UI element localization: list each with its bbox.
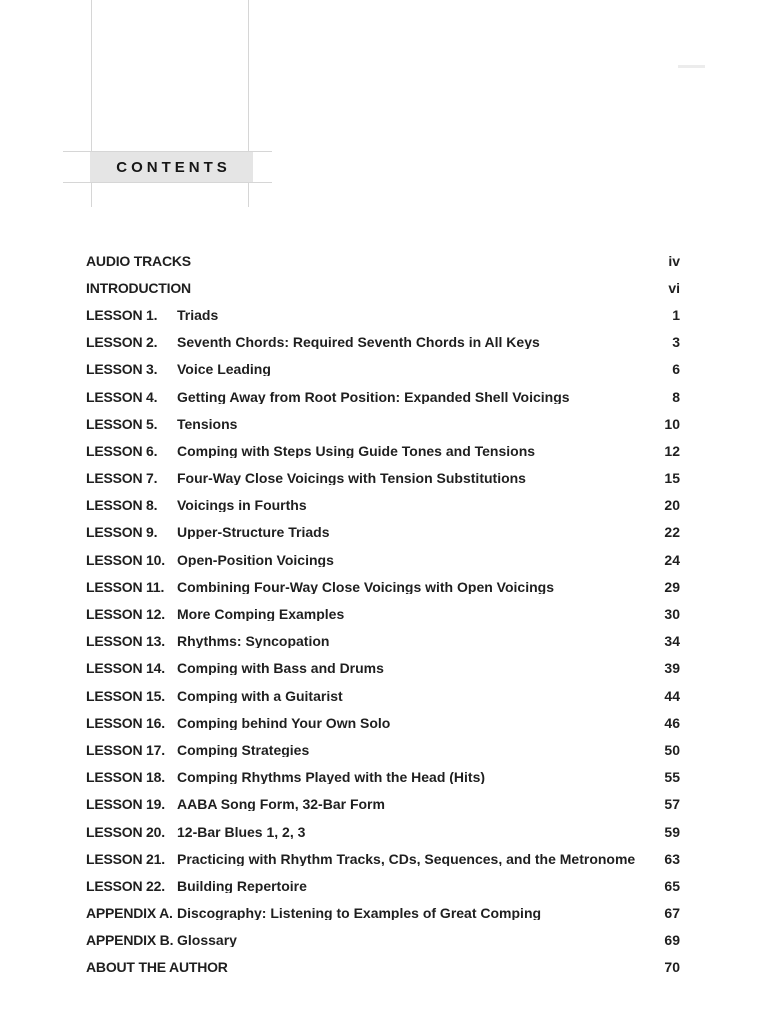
toc-entry-title: Comping Rhythms Played with the Head (Hits) [177, 770, 486, 785]
toc-entry-label: LESSON 16. [86, 714, 165, 731]
toc-entry-page-number: 39 [664, 660, 680, 677]
toc-entry [86, 546, 680, 573]
toc-entry-page-number: 67 [664, 905, 680, 922]
toc-entry-label: LESSON 2. [86, 334, 158, 351]
toc-entry-label: INTRODUCTION [86, 279, 191, 296]
toc-entry [86, 791, 680, 818]
toc-entry-page-number: 57 [664, 796, 680, 813]
toc-entry [86, 736, 680, 763]
toc-entry [86, 274, 680, 301]
toc-entry-label: LESSON 14. [86, 660, 165, 677]
toc-entry [86, 247, 680, 274]
toc-entry-title: More Comping Examples [177, 607, 345, 622]
toc-entry [86, 383, 680, 410]
toc-entry [86, 519, 680, 546]
toc-list [86, 247, 680, 981]
toc-entry [86, 764, 680, 791]
toc-entry-title: Comping with Bass and Drums [177, 661, 384, 676]
toc-entry [86, 872, 680, 899]
toc-entry-label: LESSON 7. [86, 470, 158, 487]
toc-entry-title: AABA Song Form, 32-Bar Form [177, 797, 385, 812]
toc-entry [86, 954, 680, 981]
toc-entry-page-number: 29 [664, 578, 680, 595]
toc-entry-title: Open-Position Voicings [177, 552, 334, 567]
toc-entry-page-number: 12 [664, 442, 680, 459]
toc-entry-title: Triads [177, 307, 219, 322]
toc-entry-label: LESSON 1. [86, 306, 158, 323]
toc-entry-label: LESSON 5. [86, 415, 158, 432]
toc-entry-page-number: 8 [672, 388, 680, 405]
page-corner-mark [678, 65, 705, 68]
toc-entry-title: Four-Way Close Voicings with Tension Substitutions [177, 471, 526, 486]
toc-entry [86, 900, 680, 927]
toc-entry-label: APPENDIX B. [86, 932, 174, 949]
toc-entry-title: Voicings in Fourths [177, 498, 307, 513]
toc-entry-label: LESSON 18. [86, 769, 165, 786]
toc-entry-page-number: 63 [664, 850, 680, 867]
toc-entry-label: LESSON 6. [86, 442, 158, 459]
toc-entry-label: LESSON 13. [86, 633, 165, 650]
toc-entry-page-number: 50 [664, 741, 680, 758]
toc-entry-page-number: 65 [664, 877, 680, 894]
toc-entry-title: Comping Strategies [177, 742, 310, 757]
toc-entry-label: LESSON 21. [86, 850, 165, 867]
toc-entry-page-number: 1 [672, 306, 680, 323]
toc-entry-title: Tensions [177, 416, 238, 431]
toc-entry-page-number: 6 [672, 361, 680, 378]
toc-entry [86, 845, 680, 872]
toc-entry-page-number: vi [668, 279, 680, 296]
toc-entry-label: APPENDIX A. [86, 905, 173, 922]
toc-entry-label: ABOUT THE AUTHOR [86, 959, 228, 976]
toc-entry-page-number: 30 [664, 606, 680, 623]
toc-entry-title: Rhythms: Syncopation [177, 634, 330, 649]
toc-entry [86, 437, 680, 464]
toc-entry [86, 301, 680, 328]
toc-entry [86, 465, 680, 492]
toc-entry-title: Glossary [177, 933, 237, 948]
toc-entry-label: LESSON 3. [86, 361, 158, 378]
toc-entry-label: LESSON 8. [86, 497, 158, 514]
toc-entry-title: Seventh Chords: Required Seventh Chords in All Keys [177, 335, 540, 350]
toc-entry-page-number: 59 [664, 823, 680, 840]
toc-entry-title: Discography: Listening to Examples of Great Comping [177, 906, 542, 921]
toc-entry-label: LESSON 20. [86, 823, 165, 840]
toc-entry [86, 492, 680, 519]
toc-entry-title: Building Repertoire [177, 878, 307, 893]
toc-entry [86, 628, 680, 655]
toc-entry-label: LESSON 10. [86, 551, 165, 568]
toc-entry [86, 682, 680, 709]
toc-entry-title: Upper-Structure Triads [177, 525, 330, 540]
toc-entry-page-number: 55 [664, 769, 680, 786]
toc-entry-page-number: 70 [664, 959, 680, 976]
toc-entry-label: AUDIO TRACKS [86, 252, 191, 269]
toc-entry [86, 655, 680, 682]
toc-entry-title: Combining Four-Way Close Voicings with Open Voicings [177, 579, 554, 594]
toc-entry-label: LESSON 9. [86, 524, 158, 541]
toc-entry-label: LESSON 4. [86, 388, 158, 405]
toc-entry-title: Practicing with Rhythm Tracks, CDs, Sequences, and the Metronome [177, 851, 636, 866]
toc-entry [86, 573, 680, 600]
toc-entry-page-number: 10 [664, 415, 680, 432]
toc-entry-label: LESSON 12. [86, 606, 165, 623]
toc-entry [86, 600, 680, 627]
contents-header [90, 152, 253, 182]
page-title: CONTENTS [116, 158, 231, 176]
horizontal-rule-bottom [63, 182, 272, 183]
toc-entry [86, 818, 680, 845]
toc-entry-title: Comping with a Guitarist [177, 688, 343, 703]
toc-entry [86, 709, 680, 736]
toc-entry [86, 356, 680, 383]
toc-entry-page-number: 46 [664, 714, 680, 731]
toc-entry-page-number: 22 [664, 524, 680, 541]
toc-entry-label: LESSON 17. [86, 741, 165, 758]
toc-entry-title: Getting Away from Root Position: Expanded Shell Voicings [177, 389, 570, 404]
toc-entry-title: 12-Bar Blues 1, 2, 3 [177, 824, 306, 839]
toc-entry-page-number: 44 [664, 687, 680, 704]
toc-entry [86, 410, 680, 437]
toc-entry-page-number: 3 [672, 334, 680, 351]
toc-entry-label: LESSON 19. [86, 796, 165, 813]
toc-entry-page-number: 69 [664, 932, 680, 949]
toc-entry-title: Voice Leading [177, 362, 271, 377]
toc-entry-page-number: iv [668, 252, 680, 269]
toc-entry-page-number: 15 [664, 470, 680, 487]
toc-entry-title: Comping behind Your Own Solo [177, 715, 391, 730]
toc-entry-label: LESSON 11. [86, 578, 165, 595]
toc-entry-page-number: 34 [664, 633, 680, 650]
toc-entry [86, 927, 680, 954]
toc-entry [86, 329, 680, 356]
toc-entry-title: Comping with Steps Using Guide Tones and Tensions [177, 443, 536, 458]
toc-entry-page-number: 20 [664, 497, 680, 514]
toc-entry-label: LESSON 15. [86, 687, 165, 704]
toc-entry-page-number: 24 [664, 551, 680, 568]
toc-entry-label: LESSON 22. [86, 877, 165, 894]
